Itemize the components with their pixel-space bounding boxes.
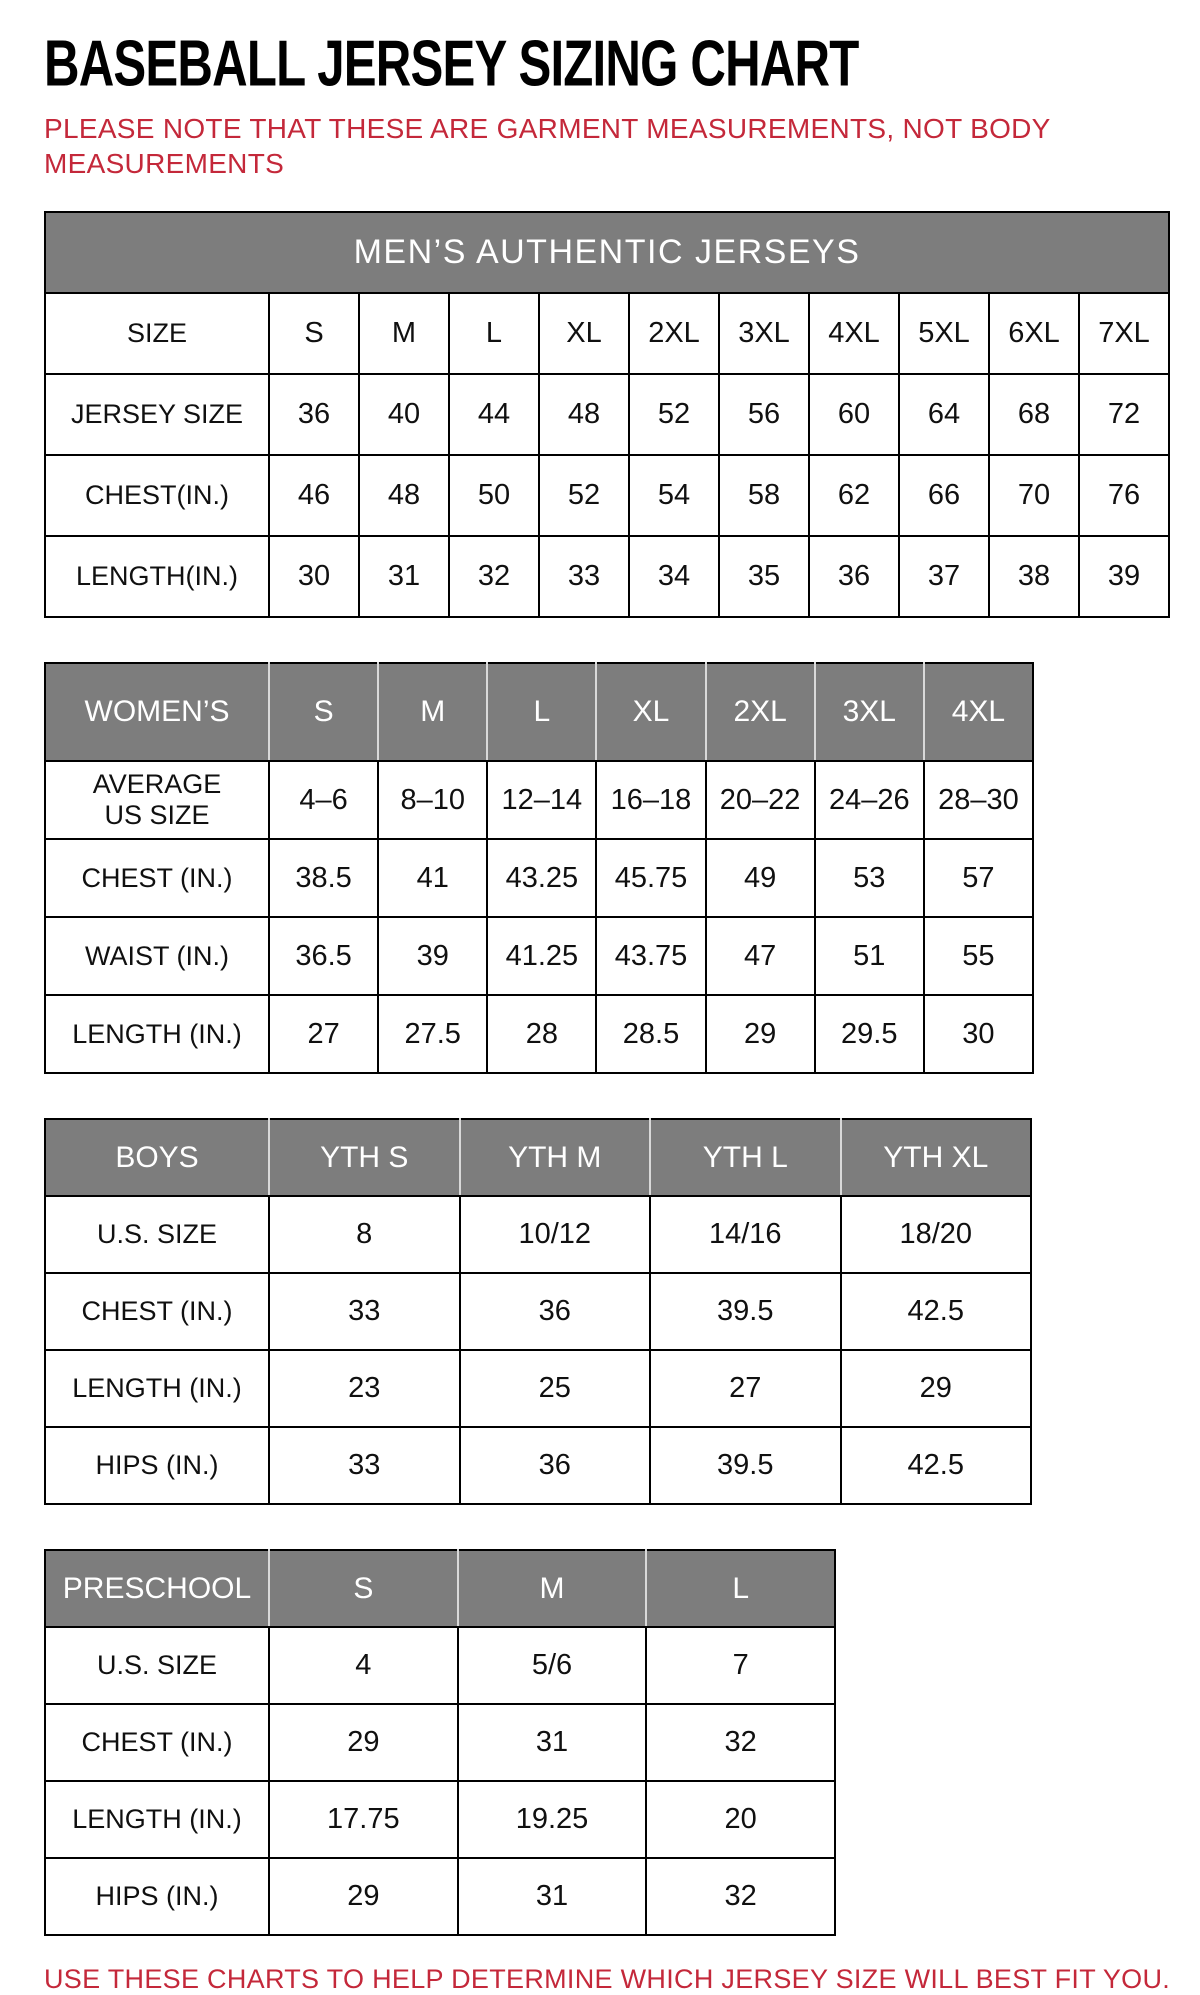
- preschool-cell-3-0: 29: [269, 1858, 458, 1935]
- boys-header-col-3: YTH XL: [841, 1119, 1032, 1196]
- womens-cell-2-4: 47: [706, 917, 815, 995]
- mens-row-label-3: LENGTH(IN.): [45, 536, 269, 617]
- mens-row-label-2: CHEST(IN.): [45, 455, 269, 536]
- mens-banner-row: [45, 212, 1169, 293]
- mens-cell-3-8: 38: [989, 536, 1079, 617]
- garment-measurement-note: PLEASE NOTE THAT THESE ARE GARMENT MEASUREMENTS, NOT BODY MEASUREMENTS: [44, 113, 1051, 179]
- boys-cell-0-3: 18/20: [841, 1196, 1032, 1273]
- mens-cell-0-6: 4XL: [809, 293, 899, 374]
- mens-banner: MEN’S AUTHENTIC JERSEYS: [45, 212, 1169, 293]
- mens-cell-2-9: 76: [1079, 455, 1169, 536]
- mens-cell-0-1: M: [359, 293, 449, 374]
- preschool-cell-0-2: 7: [646, 1627, 835, 1704]
- womens-row-label-2: WAIST (IN.): [45, 917, 269, 995]
- boys-data-row-2: [45, 1350, 1031, 1427]
- preschool-cell-0-1: 5/6: [458, 1627, 647, 1704]
- womens-data-row-3: [45, 995, 1033, 1073]
- womens-data-row-1: [45, 839, 1033, 917]
- womens-data-row-2: [45, 917, 1033, 995]
- womens-cell-0-0: 4–6: [269, 761, 378, 839]
- womens-cell-2-1: 39: [378, 917, 487, 995]
- mens-row-label-1: JERSEY SIZE: [45, 374, 269, 455]
- mens-cell-3-3: 33: [539, 536, 629, 617]
- womens-cell-1-6: 57: [924, 839, 1033, 917]
- boys-row-label-0: U.S. SIZE: [45, 1196, 269, 1273]
- boys-cell-1-1: 36: [460, 1273, 651, 1350]
- boys-cell-0-2: 14/16: [650, 1196, 841, 1273]
- womens-cell-2-5: 51: [815, 917, 924, 995]
- boys-cell-2-3: 29: [841, 1350, 1032, 1427]
- mens-cell-0-9: 7XL: [1079, 293, 1169, 374]
- boys-header-col-2: YTH L: [650, 1119, 841, 1196]
- womens-header-col-2: L: [487, 663, 596, 761]
- womens-cell-1-2: 43.25: [487, 839, 596, 917]
- mens-cell-3-7: 37: [899, 536, 989, 617]
- womens-cell-3-0: 27: [269, 995, 378, 1073]
- mens-table-section: [44, 211, 1170, 618]
- preschool-cell-3-1: 31: [458, 1858, 647, 1935]
- boys-header-col-1: YTH M: [460, 1119, 651, 1196]
- boys-row-label-3: HIPS (IN.): [45, 1427, 269, 1504]
- womens-cell-3-6: 30: [924, 995, 1033, 1073]
- mens-data-row-1: [45, 374, 1169, 455]
- womens-header-col-4: 2XL: [706, 663, 815, 761]
- mens-cell-0-0: S: [269, 293, 359, 374]
- boys-cell-3-2: 39.5: [650, 1427, 841, 1504]
- womens-cell-1-0: 38.5: [269, 839, 378, 917]
- mens-cell-1-8: 68: [989, 374, 1079, 455]
- womens-row-label-3: LENGTH (IN.): [45, 995, 269, 1073]
- womens-cell-2-6: 55: [924, 917, 1033, 995]
- mens-cell-0-4: 2XL: [629, 293, 719, 374]
- womens-cell-0-5: 24–26: [815, 761, 924, 839]
- preschool-cell-2-2: 20: [646, 1781, 835, 1858]
- boys-cell-2-2: 27: [650, 1350, 841, 1427]
- mens-cell-1-9: 72: [1079, 374, 1169, 455]
- womens-cell-0-1: 8–10: [378, 761, 487, 839]
- preschool-header-col-2: L: [646, 1550, 835, 1627]
- mens-cell-2-2: 50: [449, 455, 539, 536]
- womens-table-section: [44, 662, 1170, 1074]
- preschool-header-col-1: M: [458, 1550, 647, 1627]
- womens-header-label: WOMEN’S: [45, 663, 269, 761]
- mens-cell-2-4: 54: [629, 455, 719, 536]
- mens-cell-3-0: 30: [269, 536, 359, 617]
- mens-cell-1-1: 40: [359, 374, 449, 455]
- boys-data-row-3: [45, 1427, 1031, 1504]
- mens-cell-1-2: 44: [449, 374, 539, 455]
- mens-data-row-3: [45, 536, 1169, 617]
- womens-data-row-0: [45, 761, 1033, 839]
- preschool-cell-1-2: 32: [646, 1704, 835, 1781]
- boys-cell-2-1: 25: [460, 1350, 651, 1427]
- mens-cell-2-5: 58: [719, 455, 809, 536]
- preschool-data-row-0: [45, 1627, 835, 1704]
- mens-cell-1-3: 48: [539, 374, 629, 455]
- boys-header-row: [45, 1119, 1031, 1196]
- page-title: BASEBALL JERSEY SIZING CHART: [44, 27, 859, 100]
- boys-row-label-1: CHEST (IN.): [45, 1273, 269, 1350]
- preschool-cell-2-0: 17.75: [269, 1781, 458, 1858]
- preschool-size-table: [44, 1549, 836, 1936]
- womens-cell-3-3: 28.5: [596, 995, 705, 1073]
- mens-cell-2-1: 48: [359, 455, 449, 536]
- boys-cell-1-2: 39.5: [650, 1273, 841, 1350]
- womens-header-row: [45, 663, 1033, 761]
- mens-cell-0-2: L: [449, 293, 539, 374]
- mens-cell-2-6: 62: [809, 455, 899, 536]
- boys-data-row-1: [45, 1273, 1031, 1350]
- womens-cell-1-4: 49: [706, 839, 815, 917]
- womens-cell-1-3: 45.75: [596, 839, 705, 917]
- mens-cell-3-2: 32: [449, 536, 539, 617]
- mens-cell-3-4: 34: [629, 536, 719, 617]
- womens-header-col-1: M: [378, 663, 487, 761]
- preschool-cell-3-2: 32: [646, 1858, 835, 1935]
- boys-cell-2-0: 23: [269, 1350, 460, 1427]
- mens-data-row-0: [45, 293, 1169, 374]
- boys-cell-3-0: 33: [269, 1427, 460, 1504]
- preschool-row-label-2: LENGTH (IN.): [45, 1781, 269, 1858]
- womens-row-label-0: AVERAGE US SIZE: [45, 761, 269, 839]
- mens-cell-1-0: 36: [269, 374, 359, 455]
- preschool-cell-1-1: 31: [458, 1704, 647, 1781]
- footer-note: USE THESE CHARTS TO HELP DETERMINE WHICH JERSEY SIZE WILL BEST FIT YOU.: [44, 1964, 1171, 1994]
- womens-size-table: [44, 662, 1034, 1074]
- mens-cell-0-8: 6XL: [989, 293, 1079, 374]
- womens-header-col-0: S: [269, 663, 378, 761]
- womens-cell-3-4: 29: [706, 995, 815, 1073]
- boys-row-label-2: LENGTH (IN.): [45, 1350, 269, 1427]
- mens-cell-1-6: 60: [809, 374, 899, 455]
- boys-cell-0-1: 10/12: [460, 1196, 651, 1273]
- mens-cell-2-7: 66: [899, 455, 989, 536]
- mens-cell-1-5: 56: [719, 374, 809, 455]
- mens-cell-0-3: XL: [539, 293, 629, 374]
- boys-data-row-0: [45, 1196, 1031, 1273]
- preschool-data-row-3: [45, 1858, 835, 1935]
- mens-cell-3-9: 39: [1079, 536, 1169, 617]
- boys-cell-3-1: 36: [460, 1427, 651, 1504]
- boys-size-table: [44, 1118, 1032, 1505]
- preschool-header-label: PRESCHOOL: [45, 1550, 269, 1627]
- mens-cell-0-5: 3XL: [719, 293, 809, 374]
- womens-cell-0-6: 28–30: [924, 761, 1033, 839]
- mens-size-table: [44, 211, 1170, 618]
- boys-table-section: [44, 1118, 1170, 1505]
- preschool-header-row: [45, 1550, 835, 1627]
- boys-cell-0-0: 8: [269, 1196, 460, 1273]
- preschool-row-label-1: CHEST (IN.): [45, 1704, 269, 1781]
- mens-cell-1-7: 64: [899, 374, 989, 455]
- womens-cell-1-1: 41: [378, 839, 487, 917]
- womens-header-col-6: 4XL: [924, 663, 1033, 761]
- womens-header-col-5: 3XL: [815, 663, 924, 761]
- womens-cell-0-4: 20–22: [706, 761, 815, 839]
- boys-cell-3-3: 42.5: [841, 1427, 1032, 1504]
- womens-cell-3-2: 28: [487, 995, 596, 1073]
- preschool-header-col-0: S: [269, 1550, 458, 1627]
- preschool-table-section: [44, 1549, 1170, 1936]
- preschool-data-row-2: [45, 1781, 835, 1858]
- boys-cell-1-3: 42.5: [841, 1273, 1032, 1350]
- boys-header-label: BOYS: [45, 1119, 269, 1196]
- mens-cell-3-5: 35: [719, 536, 809, 617]
- womens-cell-2-2: 41.25: [487, 917, 596, 995]
- preschool-cell-2-1: 19.25: [458, 1781, 647, 1858]
- boys-header-col-0: YTH S: [269, 1119, 460, 1196]
- mens-cell-1-4: 52: [629, 374, 719, 455]
- womens-cell-3-1: 27.5: [378, 995, 487, 1073]
- womens-cell-0-3: 16–18: [596, 761, 705, 839]
- mens-cell-3-1: 31: [359, 536, 449, 617]
- mens-row-label-0: SIZE: [45, 293, 269, 374]
- womens-cell-2-0: 36.5: [269, 917, 378, 995]
- preschool-cell-1-0: 29: [269, 1704, 458, 1781]
- womens-cell-0-2: 12–14: [487, 761, 596, 839]
- womens-cell-1-5: 53: [815, 839, 924, 917]
- preschool-data-row-1: [45, 1704, 835, 1781]
- preschool-cell-0-0: 4: [269, 1627, 458, 1704]
- mens-cell-0-7: 5XL: [899, 293, 989, 374]
- womens-cell-2-3: 43.75: [596, 917, 705, 995]
- mens-cell-2-8: 70: [989, 455, 1079, 536]
- womens-header-col-3: XL: [596, 663, 705, 761]
- boys-cell-1-0: 33: [269, 1273, 460, 1350]
- mens-cell-2-0: 46: [269, 455, 359, 536]
- preschool-row-label-0: U.S. SIZE: [45, 1627, 269, 1704]
- mens-cell-2-3: 52: [539, 455, 629, 536]
- mens-cell-3-6: 36: [809, 536, 899, 617]
- preschool-row-label-3: HIPS (IN.): [45, 1858, 269, 1935]
- womens-cell-3-5: 29.5: [815, 995, 924, 1073]
- mens-data-row-2: [45, 455, 1169, 536]
- womens-row-label-1: CHEST (IN.): [45, 839, 269, 917]
